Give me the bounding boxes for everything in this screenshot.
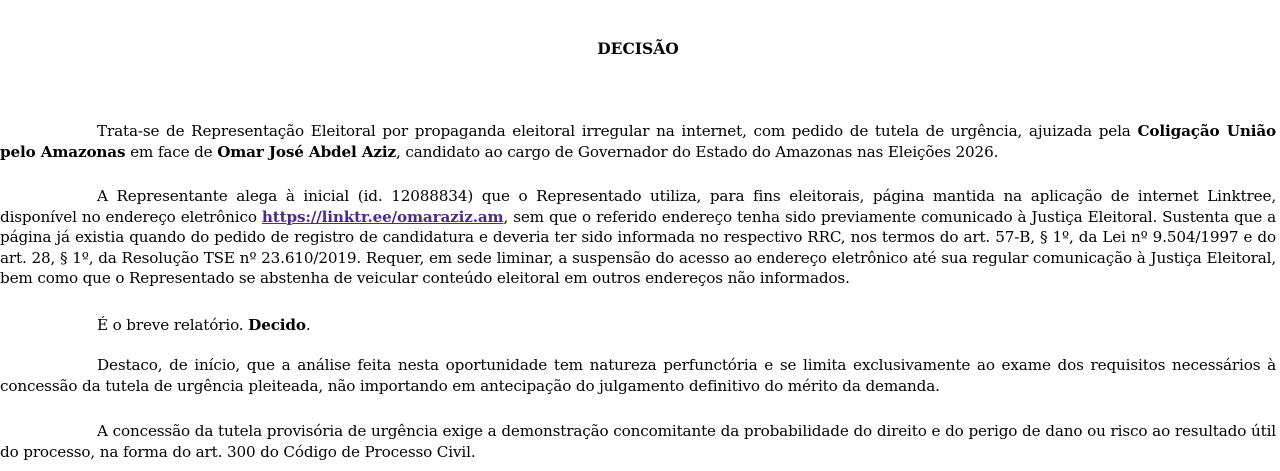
- paragraph-text: É o breve relatório.: [97, 316, 249, 334]
- coalition-name: Coligação União pelo Amazonas: [0, 122, 1277, 161]
- paragraph-report: [0, 315, 1276, 336]
- decido-emphasis: Decido: [248, 316, 306, 334]
- document-title: DECISÃO: [597, 39, 679, 58]
- paragraph-text: A Representante alega à inicial (id. 12088834) que o Representado utiliza, para fins eleitorais, página mantida na aplicação de internet Linktree, disponível no endereço eletrônico: [0, 187, 1276, 226]
- paragraph-text: , sem que o referido endereço tenha sido previamente comunicado à Justiça Eleitoral. Sustenta que a página já existia quando do pedido de registro de candidatura e deveria ter sido informada no respectivo RRC, nos termos do art. 57-B, § 1º, da Lei nº 9.504/1997 e do art. 28, § 1º, da Resolução TSE nº 23.610/2019. Requer, em sede liminar, a suspensão do acesso ao endereço eletrônico até sua regular comunicação à Justiça Eleitoral, bem como que o Representado se abstenha de veicular conteúdo eleitoral em outros endereços não informados.: [0, 207, 1276, 288]
- linktree-url-link[interactable]: https://linktr.ee/omaraziz.am: [261, 207, 504, 226]
- paragraph-text: Destaco, de início, que a análise feita nesta oportunidade tem natureza perfunctória e se limita exclusivamente ao exame dos requisitos necessários à concessão da tutela de urgência pleiteada, não importando em antecipação do julgamento definitivo do mérito da demanda.: [0, 356, 1276, 395]
- paragraph-requirements: [0, 421, 1276, 462]
- paragraph-intro: [0, 121, 1276, 162]
- paragraph-text: .: [305, 316, 311, 334]
- paragraph-text: , candidato ao cargo de Governador do Estado do Amazonas nas Eleições 2026.: [395, 142, 999, 161]
- paragraph-text: em face de: [125, 142, 218, 161]
- paragraph-text: Trata-se de Representação Eleitoral por propaganda eleitoral irregular na internet, com pedido de tutela de urgência, ajuizada pela: [97, 122, 1138, 140]
- candidate-name: Omar José Abdel Aziz: [217, 142, 396, 161]
- paragraph-analysis: [0, 355, 1276, 396]
- paragraph-text: A concessão da tutela provisória de urgência exige a demonstração concomitante da probabilidade do direito e do perigo de dano ou risco ao resultado útil do processo, na forma do art. 300 do Código de Processo Civil.: [0, 422, 1276, 461]
- paragraph-allegation: [0, 186, 1276, 289]
